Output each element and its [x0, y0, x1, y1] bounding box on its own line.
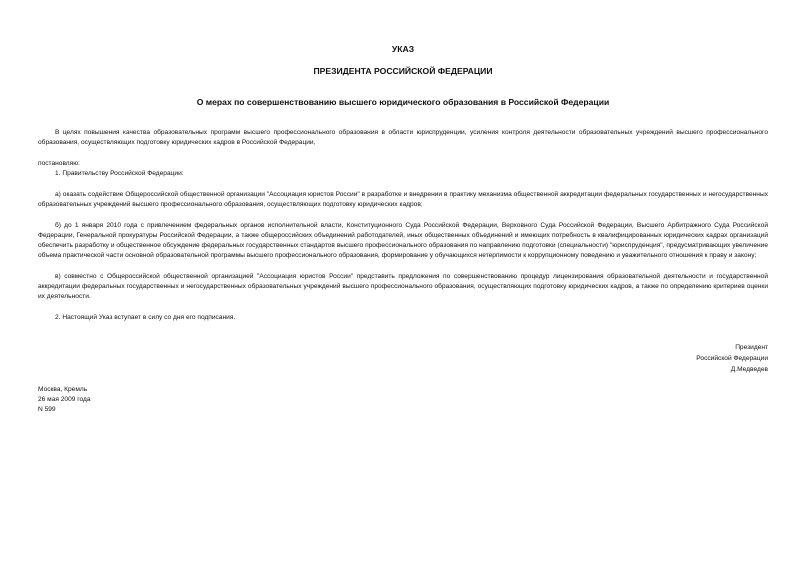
document-title: УКАЗ — [391, 44, 415, 54]
document-heading: О мерах по совершенствованию высшего юридического образования в Российской Федерации — [196, 97, 610, 107]
signature-country: Российской Федерации — [696, 355, 768, 362]
item-b-paragraph: б) до 1 января 2010 года с привлечением федеральных органов исполнительной власти, Конституционного Суда Российской Федерации, Верховного Суда Российской Федерации, Высшего Арбитражного Суда Российской Федерации, Генеральной прокуратуры Российской Федерации, а также общероссийских объединений работодателей, иных общественных объединений и имеющих потребность в квалифицированных юридических кадрах организаций обеспечить разработку и общественное обсуждение федеральных государственных стандартов высшего профессионального образования по направлению подготовки (специальности) "юриспруденция", предусматривающих увеличение объема практической части основной образовательной программы высшего профессионального образования, формирование у обучающихся нетерпимости к коррупционному поведению и уважительного отношения к праву и закону; — [38, 222, 768, 259]
intro-paragraph: В целях повышения качества образовательных программ высшего профессионального образования в области юриспруденции, усиления контроля деятельности образовательных учреждений высшего профессионального образования, осуществляющих подготовку юридических кадров в Российской Федерации, — [38, 129, 768, 146]
item-a-paragraph: а) оказать содействие Общероссийской общественной организации "Ассоциация юристов России" в разработке и внедрении в практику механизма общественной аккредитации федеральных государственных и негосударственных образовательных учреждений высшего профессионального образования, осуществляющих подготовку юридических кадров; — [38, 191, 768, 208]
decree-paragraph: постановляю: — [38, 160, 81, 167]
signature-block — [38, 342, 768, 375]
place-date: 26 мая 2009 года — [38, 396, 91, 403]
document-page — [38, 44, 768, 415]
document-subtitle: ПРЕЗИДЕНТА РОССИЙСКОЙ ФЕДЕРАЦИИ — [313, 66, 493, 76]
place-date-block — [38, 385, 768, 415]
signature-name: Д.Медведев — [730, 366, 768, 373]
item-2-paragraph: 2. Настоящий Указ вступает в силу со дня его подписания. — [55, 314, 236, 321]
item-1-paragraph: 1. Правительству Российской Федерации: — [55, 170, 184, 177]
document-number: N 599 — [38, 406, 56, 413]
signature-position: Президент — [735, 344, 768, 351]
place-location: Москва, Кремль — [38, 386, 88, 393]
item-v-paragraph: в) совместно с Общероссийской общественной организацией "Ассоциация юристов России" представить предложения по совершенствованию процедур лицензирования образовательной деятельности и государственной аккредитации федеральных государственных и негосударственных образовательных учреждений высшего профессионального образования, осуществляющих подготовку юридических кадров, а также по определению критериев оценки их деятельности. — [38, 273, 768, 300]
